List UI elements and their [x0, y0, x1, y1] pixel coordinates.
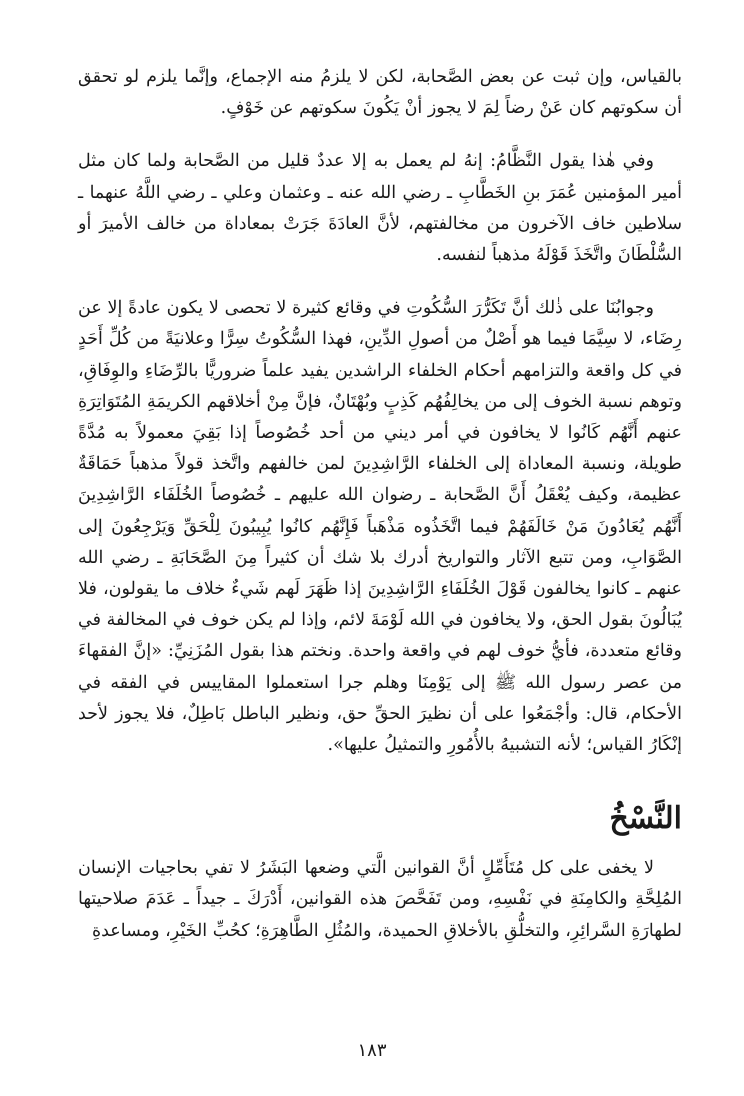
- page-body: [78, 62, 682, 947]
- section-heading: النَّسْخُ: [609, 801, 682, 837]
- paragraph-3: وجوابُنَا على ذٰلك أنَّ تَكَرُّرَ السُّكُوتِ في وقائع كثيرة لا تحصى لا يكون عادةً إلا عن رِضَاء، لا سِيَّمَا فيما هو أَصْلٌ من أصولِ الدِّينِ، فهذا السُّكُوتُ سِرًّا وعلانيَةً من كُلِّ أَحَدٍ في كل واقعة والتزامهم أحكام الخلفاء الراشدين يفيد علماً ضروريًّا بالرِّضَاءِ والوِفَاقِ، وتوهم نسبة الخوف إلى من يخالِفُهُم كَذِبٍ وبُهْتَانٌ، فإنَّ مِنْ أخلاقهم الكريمَةِ المُتَوَاتِرَةِ عنهم أَنَّهُم كَانُوا لا يخافون في أمر ديني من أحد خُصُوصاً إذا بَقِيَ معمولاً به مُدَّةً طويلة، ونسبة المعاداة إلى الخلفاء الرَّاشِدِينَ لمن خالفهم واتَّخذ قولاً مذهباً حَمَاقَةٌ عظيمة، وكيف يُعْقَلُ أَنَّ الصَّحابة ـ رضوان الله عليهم ـ خُصُوصاً الخُلَفَاء الرَّاشِدِينَ أَنَّهُم يُعَادُونَ مَنْ خَالَفَهُمْ فيما اتَّخَذُوه مَذْهَباً فَإِنَّهُم كانُوا يُبِيبُونَ لِلْحَقِّ وَيَرْجِعُونَ إلى الصَّوَابِ، ومن تتبع الآثار والتواريخ أدرك بلا شك أن كثيراً مِنَ الصَّحَابَةِ ـ رضي الله عنهم ـ كانوا يخالفون قَوْلَ الخُلَفَاءِ الرَّاشِدِينَ إذا ظَهَرَ لَهم شَيءٌ خلاف ما يقولون، فلا يُبَالُونَ بقول الحق، ولا يخافون في الله لَوْمَةَ لائم، وإذا لم يكن خوف في المخالفة في وقائع متعددة، فأيُّ خوف لهم في واقعة واحدة. ونختم هذا بقول المُزَنِيِّ: «إنَّ الفقهاءَ من عصر رسول الله ﷺ إلى يَوْمِنَا وهلم جرا استعملوا المقاييس في الفقه في الأحكام، قال: وأجْمَعُوا على أن نظيرَ الحقِّ حق، ونظير الباطل بَاطِلٌ، فلا يجوز لأحد إنْكَارُ القياس؛ لأنه التشبيهُ بالأُمُورِ والتمثيلُ عليها».: [78, 298, 682, 756]
- page-number: ١٨٣: [357, 1040, 387, 1061]
- paragraph-1: بالقياس، وإن ثبت عن بعض الصَّحابة، لكن لا يلزمُ منه الإجماع، وإنَّما يلزم لو تحقق أن سكوتهم كان عَنْ رضاً لِمَ لا يجوز أنْ يَكُونَ سكوتهم عن خَوْفٍ.: [78, 67, 682, 119]
- paragraph-2: وفي هٰذا يقول النَّظَّامُ: إنهُ لم يعمل به إلا عددٌ قليل من الصَّحابة ولما كان مثل أمير المؤمنين عُمَرَ بنِ الخَطَّابِ ـ رضي الله عنه ـ وعثمان وعلي ـ رضي اللَّهُ عنهما ـ سلاطين خاف الآخرون من مخالفتهم، لأنَّ العادَةَ جَرَتْ بمعاداة من خالف الأميرَ أو السُّلْطَانَ واتَّخَذَ قَوْلَهُ مذهباً لنفسه.: [78, 151, 682, 266]
- paragraph-4: لا يخفى على كل مُتَأَمِّلٍ أنَّ القوانين الَّتي وضعها البَشَرُ لا تفي بحاجيات الإنسان المُلِحَّةِ والكامِنَةِ في نَفْسِهِ، ومن تَفَحَّصَ هذه القوانين، أَدْرَكَ ـ جيداً ـ عَدَمَ صلاحيتها لطهارَةِ السَّرائِرِ، والتخلُّقِ بالأخلاقِ الحميدة، والمُثُلِ الطَّاهِرَةِ؛ كحُبِّ الخَيْرِ، ومساعدةِ: [78, 858, 682, 941]
